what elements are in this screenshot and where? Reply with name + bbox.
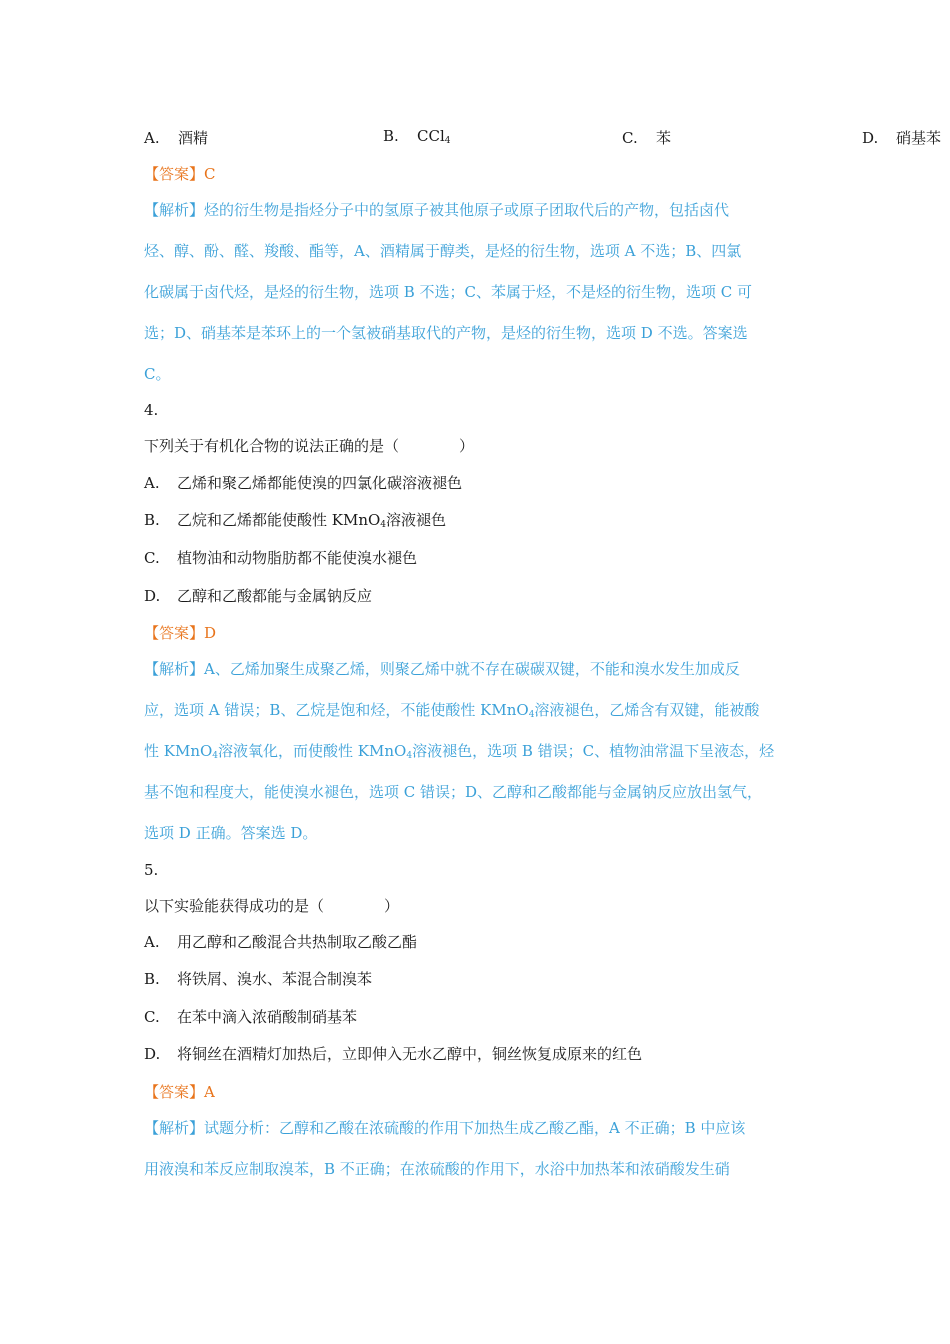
q4-answer: 【答案】D bbox=[144, 624, 217, 642]
q4-option-b: B. 乙烷和乙烯都能使酸性 KMnO$_4$溶液褪色 bbox=[144, 511, 447, 530]
q3-analysis-line: 选；D、硝基苯是苯环上的一个氢被硝基取代的产物，是烃的衍生物，选项 D 不选。答案选 bbox=[144, 324, 748, 342]
q4-option-a: A. 乙烯和聚乙烯都能使溴的四氯化碳溶液褪色 bbox=[144, 474, 463, 492]
q3-analysis-line: 烃、醇、酚、醛、羧酸、酯等，A、酒精属于醇类，是烃的衍生物，选项 A 不选；B、四氯 bbox=[144, 242, 742, 260]
q5-option-d: D. 将铜丝在酒精灯加热后，立即伸入无水乙醇中，铜丝恢复成原来的红色 bbox=[144, 1045, 643, 1063]
q4-analysis-line: 选项 D 正确。答案选 D。 bbox=[144, 824, 318, 842]
q5-number: 5. bbox=[144, 861, 159, 879]
q4-number: 4. bbox=[144, 401, 159, 419]
q3-options-row bbox=[0, 127, 950, 147]
q5-option-b: B. 将铁屑、溴水、苯混合制溴苯 bbox=[144, 970, 373, 988]
q4-option-d: D. 乙醇和乙酸都能与金属钠反应 bbox=[144, 587, 373, 605]
q3-option-d: D. 硝基苯 bbox=[862, 129, 942, 147]
q4-analysis-line: 应，选项 A 错误；B、乙烷是饱和烃，不能使酸性 KMnO$_4$溶液褪色，乙烯含有双键，能被酸 bbox=[144, 701, 760, 720]
q4-analysis-line: 【解析】A、乙烯加聚生成聚乙烯，则聚乙烯中就不存在碳碳双键，不能和溴水发生加成反 bbox=[144, 660, 740, 678]
q3-analysis-line: C。 bbox=[144, 365, 171, 383]
q4-option-c: C. 植物油和动物脂肪都不能使溴水褪色 bbox=[144, 549, 418, 567]
q5-option-a: A. 用乙醇和乙酸混合共热制取乙酸乙酯 bbox=[144, 933, 418, 951]
q3-option-b: B. CCl$_4$ bbox=[383, 127, 451, 146]
q4-analysis-line: 性 KMnO$_4$溶液氧化，而使酸性 KMnO$_4$溶液褪色，选项 B 错误；C、植物油常温下呈液态，烃 bbox=[144, 742, 775, 761]
q4-stem: 下列关于有机化合物的说法正确的是（ ） bbox=[144, 437, 475, 455]
q5-analysis-line: 用液溴和苯反应制取溴苯，B 不正确；在浓硫酸的作用下，水浴中加热苯和浓硝酸发生硝 bbox=[144, 1160, 730, 1178]
q5-stem: 以下实验能获得成功的是（ ） bbox=[144, 897, 400, 915]
q5-analysis-line: 【解析】试题分析：乙醇和乙酸在浓硫酸的作用下加热生成乙酸乙酯，A 不正确；B 中应该 bbox=[144, 1119, 746, 1137]
q3-option-c: C. 苯 bbox=[622, 129, 672, 147]
q5-option-c: C. 在苯中滴入浓硝酸制硝基苯 bbox=[144, 1008, 358, 1026]
q3-option-a: A. 酒精 bbox=[144, 129, 209, 147]
q3-answer: 【答案】C bbox=[144, 165, 216, 183]
q3-analysis-line: 【解析】烃的衍生物是指烃分子中的氢原子被其他原子或原子团取代后的产物，包括卤代 bbox=[144, 201, 730, 219]
q4-analysis-line: 基不饱和程度大，能使溴水褪色，选项 C 错误；D、乙醇和乙酸都能与金属钠反应放出氢气， bbox=[144, 783, 763, 801]
q3-analysis-line: 化碳属于卤代烃，是烃的衍生物，选项 B 不选；C、苯属于烃，不是烃的衍生物，选项 C 可 bbox=[144, 283, 753, 301]
q5-answer: 【答案】A bbox=[144, 1083, 215, 1101]
